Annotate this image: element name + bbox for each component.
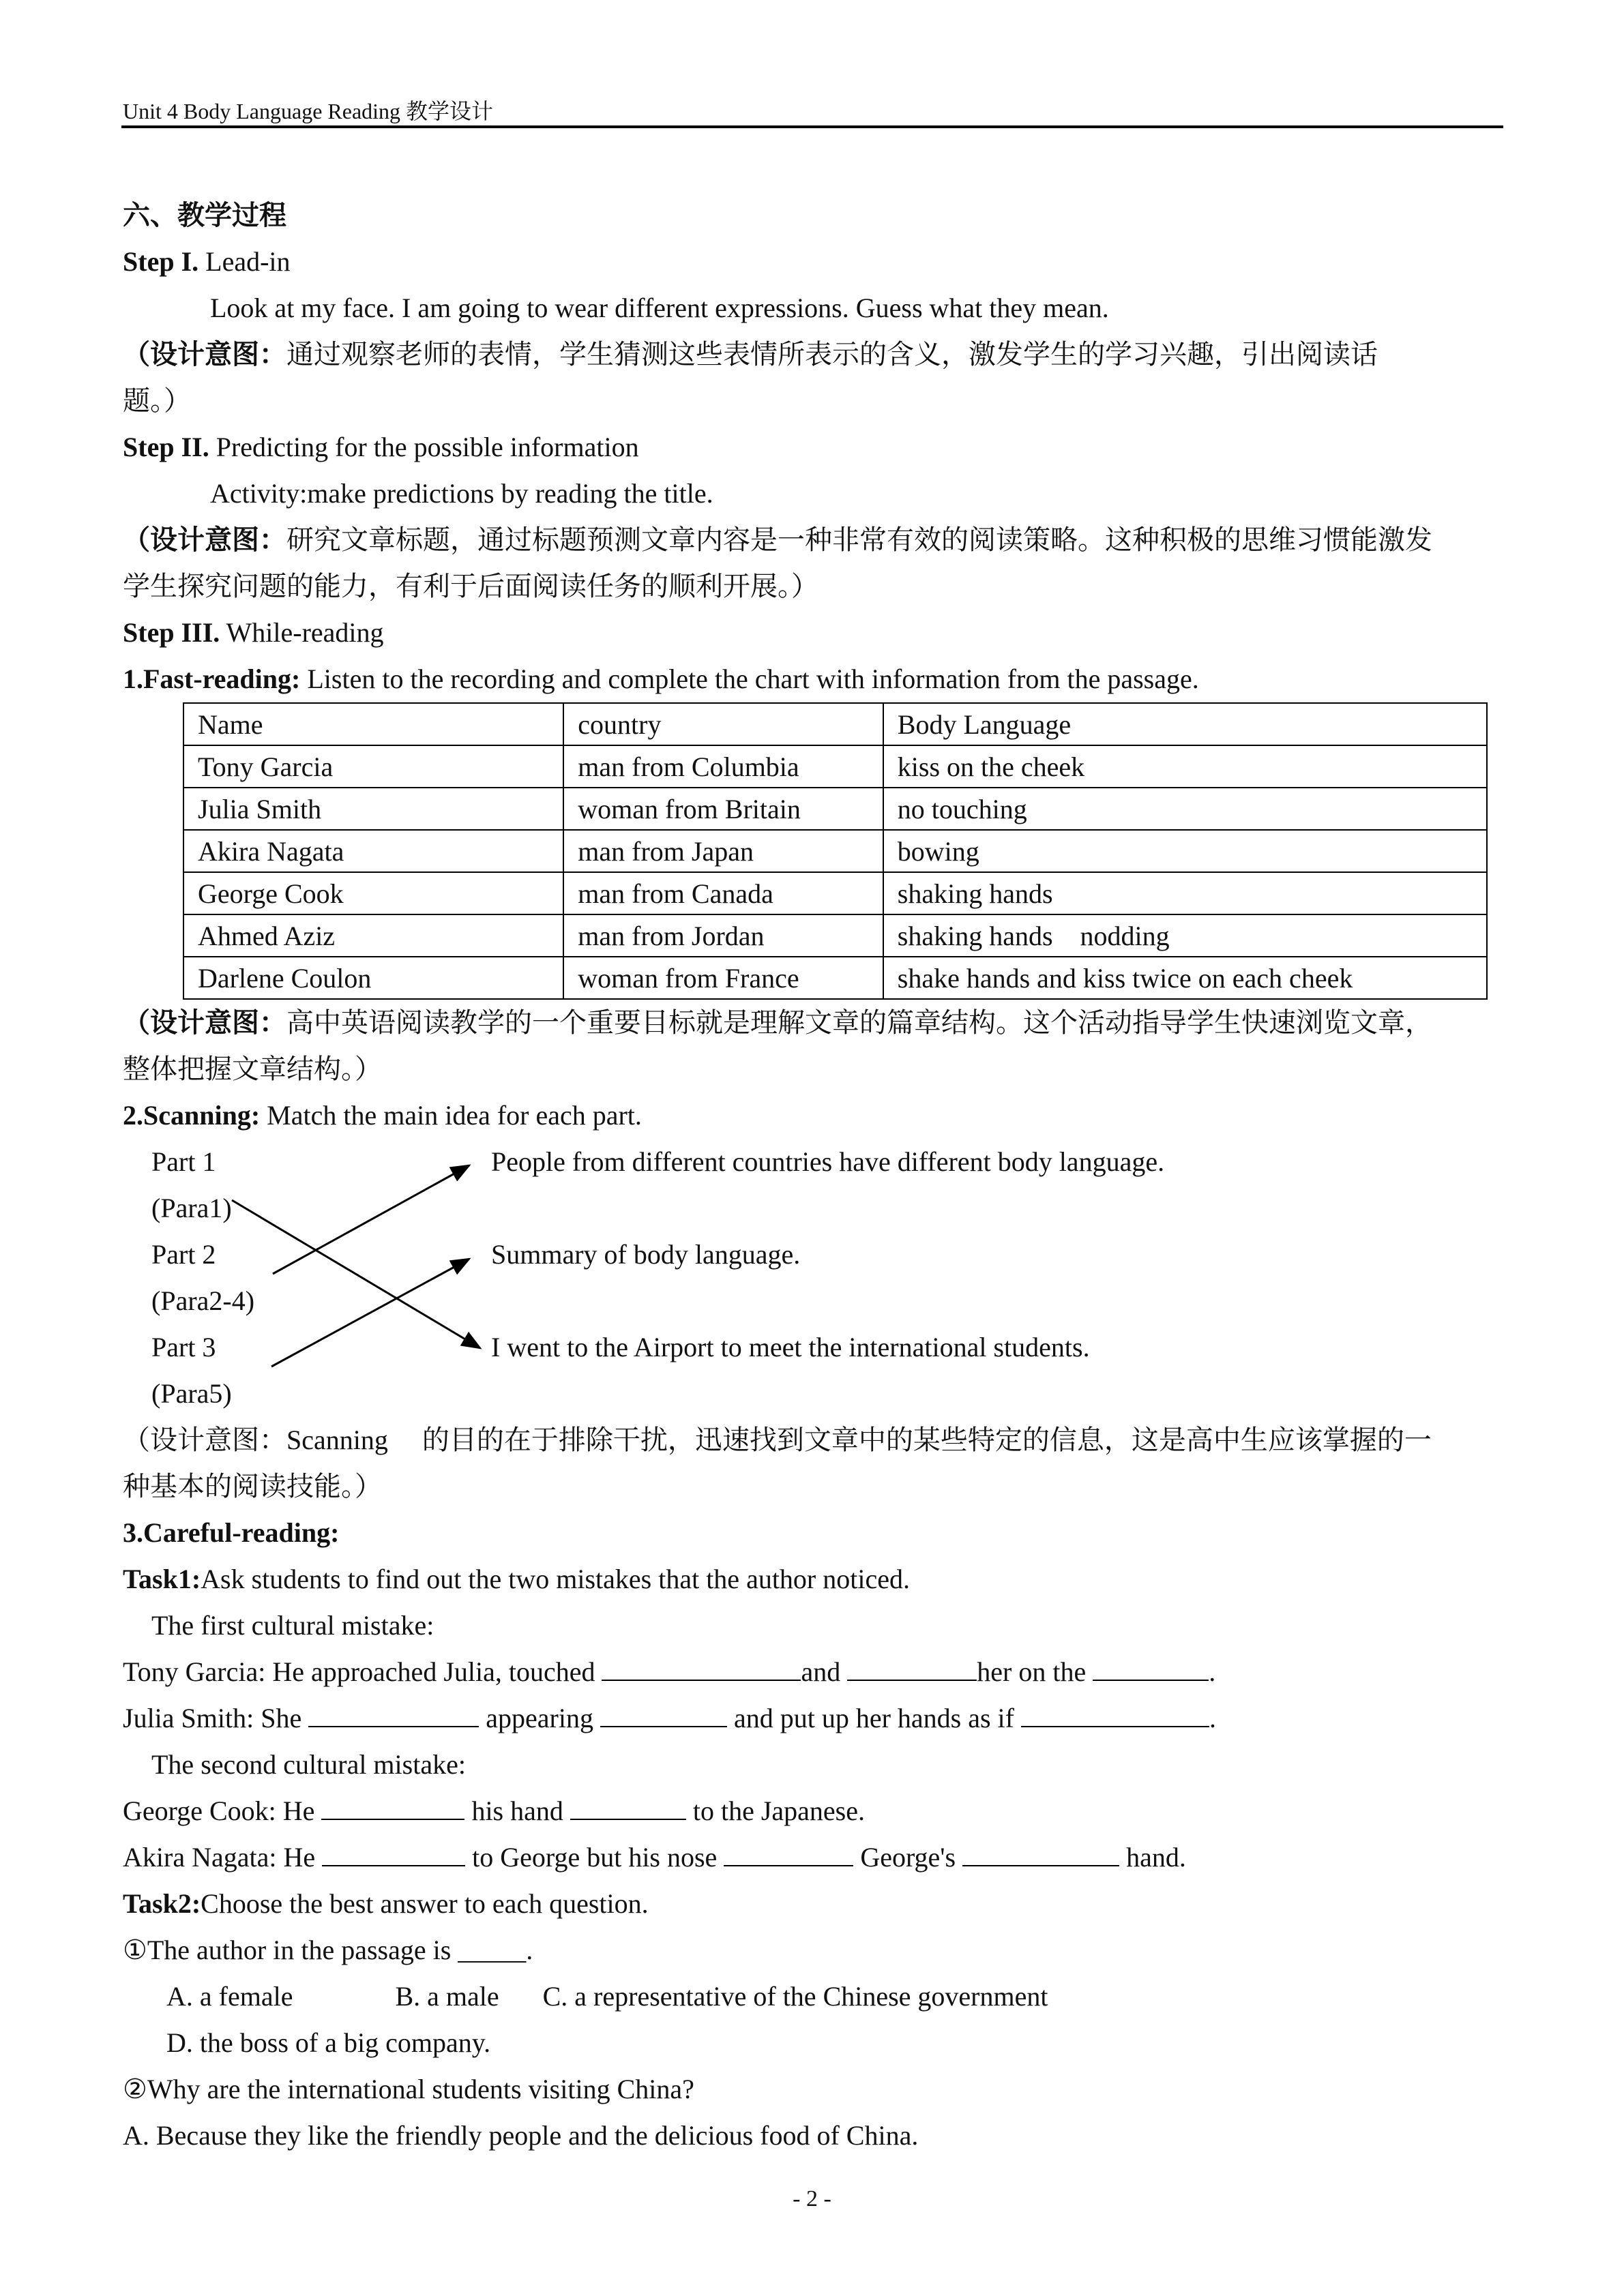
question-2: ②Why are the international students visiting China? [123, 2074, 694, 2104]
blank-field[interactable] [847, 1650, 977, 1681]
matching-arrows [123, 1139, 505, 1417]
blank-field[interactable] [1021, 1696, 1209, 1727]
blank-field[interactable] [321, 1789, 464, 1820]
table-cell: man from Canada [563, 872, 883, 914]
table-row [183, 872, 1487, 914]
table-row [183, 788, 1487, 830]
fast-intent: （设计意图：高中英语阅读教学的一个重要目标就是理解文章的篇章结构。这个活动指导学生快速浏览文章， [123, 1007, 1432, 1038]
step1-heading [123, 239, 1507, 285]
step1-name: Lead-in [205, 246, 291, 277]
para-label: (Para1) [151, 1193, 232, 1223]
table-cell: woman from France [563, 957, 883, 999]
page-header: Unit 4 Body Language Reading 教学设计 [123, 99, 494, 123]
table-cell: Tony Garcia [183, 745, 563, 788]
header-rule [121, 125, 1503, 128]
julia-line: Julia Smith: She appearing and put up her hands as if . [123, 1695, 1507, 1742]
step3-name: While-reading [226, 617, 384, 648]
table-cell: Akira Nagata [183, 830, 563, 872]
blank-field[interactable] [1093, 1650, 1209, 1681]
table-row [183, 830, 1487, 872]
step1-text: Look at my face. I am going to wear different expressions. Guess what they mean. [210, 293, 1109, 323]
step2-heading [123, 424, 1507, 471]
document-body [123, 192, 1507, 2159]
blank-field[interactable] [962, 1835, 1119, 1866]
blank-field[interactable] [570, 1789, 686, 1820]
main-idea: I went to the Airport to meet the international students. [491, 1332, 1090, 1362]
table-cell: shaking hands nodding [883, 914, 1487, 957]
table-header-row [183, 703, 1487, 745]
fast-intent-cont: 整体把握文章结构。） [123, 1054, 382, 1084]
george-line: George Cook: He his hand to the Japanese. [123, 1788, 1507, 1834]
blank-field[interactable] [322, 1835, 465, 1866]
step2-text: Activity:make predictions by reading the title. [210, 478, 713, 509]
table-header-cell: Body Language [883, 703, 1487, 745]
table-cell: shaking hands [883, 872, 1487, 914]
para-label: (Para5) [151, 1378, 232, 1409]
table-cell: man from Columbia [563, 745, 883, 788]
table-cell: woman from Britain [563, 788, 883, 830]
body-language-table [183, 702, 1488, 1000]
question-1: ①The author in the passage is _____. [123, 1935, 533, 1965]
step3-heading [123, 610, 1507, 656]
arrow-part2-to-idea1 [273, 1165, 469, 1274]
second-mistake-label: The second cultural mistake: [151, 1749, 466, 1780]
main-idea: Summary of body language. [491, 1239, 801, 1270]
matching-diagram [123, 1139, 1507, 1417]
table-row [183, 957, 1487, 999]
step1-intent: （设计意图：通过观察老师的表情，学生猜测这些表情所表示的含义，激发学生的学习兴趣，引出阅读话 [123, 339, 1378, 370]
step2-label: Step II. [123, 432, 209, 462]
task2-heading: Task2:Choose the best answer to each question. [123, 1888, 649, 1919]
question-2-option-a: A. Because they like the friendly people and the delicious food of China. [123, 2120, 919, 2151]
table-cell: bowing [883, 830, 1487, 872]
page-number: - 2 - [793, 2186, 831, 2211]
table-header-cell: country [563, 703, 883, 745]
step3-label: Step III. [123, 617, 220, 648]
question-1-option-d: D. the boss of a big company. [166, 2027, 491, 2058]
scanning-intent: （设计意图：Scanning 的目的在于排除干扰，迅速找到文章中的某些特定的信息，这是高中生应该掌握的一 [123, 1425, 1432, 1455]
table-cell: shake hands and kiss twice on each cheek [883, 957, 1487, 999]
table-cell: man from Jordan [563, 914, 883, 957]
step2-name: Predicting for the possible information [216, 432, 639, 462]
part-label: Part 3 [151, 1332, 216, 1362]
first-mistake-label: The first cultural mistake: [151, 1610, 434, 1641]
question-1-options: A. a female B. a male C. a representative of the Chinese government [166, 1981, 1048, 2012]
table-cell: man from Japan [563, 830, 883, 872]
part-label: Part 1 [151, 1146, 216, 1177]
task1-heading: Task1:Ask students to find out the two mistakes that the author noticed. [123, 1564, 910, 1594]
main-idea: People from different countries have different body language. [491, 1146, 1165, 1177]
table-cell: no touching [883, 788, 1487, 830]
arrow-part3-to-idea2 [271, 1259, 469, 1367]
blank-field[interactable] [600, 1696, 727, 1727]
careful-reading-heading: 3.Careful-reading: [123, 1517, 340, 1548]
step1-label: Step I. [123, 246, 199, 277]
table-header-cell: Name [183, 703, 563, 745]
table-cell: Julia Smith [183, 788, 563, 830]
tony-line: Tony Garcia: He approached Julia, touched and her on the . [123, 1649, 1507, 1695]
scanning-intent-cont: 种基本的阅读技能。） [123, 1471, 382, 1502]
section-title: 六、教学过程 [123, 200, 286, 230]
step2-intent-cont: 学生探究问题的能力，有利于后面阅读任务的顺利开展。） [123, 571, 818, 601]
table-cell: kiss on the cheek [883, 745, 1487, 788]
table-row [183, 745, 1487, 788]
fast-reading-heading: 1.Fast-reading: Listen to the recording and complete the chart with information from the passage. [123, 664, 1199, 694]
scanning-heading: 2.Scanning: Match the main idea for each part. [123, 1100, 642, 1131]
akira-line: Akira Nagata: He to George but his nose George's hand. [123, 1834, 1507, 1881]
blank-field[interactable] [308, 1696, 479, 1727]
part-label: Part 2 [151, 1239, 216, 1270]
table-cell: Ahmed Aziz [183, 914, 563, 957]
blank-field[interactable] [602, 1650, 801, 1681]
blank-field[interactable] [724, 1835, 853, 1866]
step2-intent: （设计意图：研究文章标题，通过标题预测文章内容是一种非常有效的阅读策略。这种积极的思维习惯能激发 [123, 524, 1432, 555]
table-cell: George Cook [183, 872, 563, 914]
table-row [183, 914, 1487, 957]
step1-intent-cont: 题。） [123, 385, 191, 416]
para-label: (Para2-4) [151, 1285, 255, 1316]
table-cell: Darlene Coulon [183, 957, 563, 999]
